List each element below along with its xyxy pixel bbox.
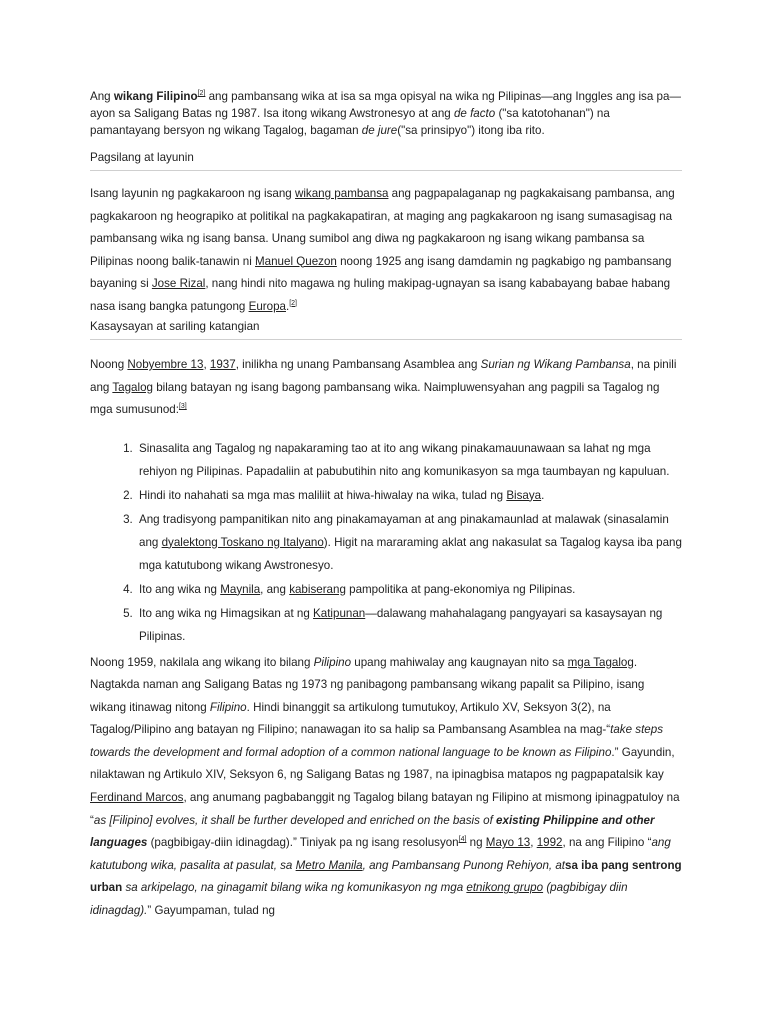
text-run: ). Higit na mararaming aklat ang nakasulat sa Tagalog kaysa iba pang mga katutubong wikang Awstronesyo.	[139, 535, 682, 572]
section-heading-kasaysayan: Kasaysayan at sariling katangian	[90, 319, 682, 340]
italic-term: Filipino	[209, 700, 247, 714]
text-run: Ang tradisyong pampanitikan nito ang pinakamayaman at ang pinakamaunlad at malawak (sinasalamin ang	[139, 512, 669, 549]
text-run: .	[285, 299, 290, 313]
list-item	[136, 484, 682, 507]
text-run: Sinasalita ang Tagalog ng napakaraming tao at ito ang wikang pinakamauunawaan sa lahat ng mga rehiyon ng Pilipinas. Papadaliin at pabubutihin nito ang komunikasyon sa mga taumbayan ng kapuluan.	[139, 441, 670, 478]
text-run: . Hindi binanggit sa artikulong tumutukoy, Artikulo XV, Seksyon 3(2), na Tagalog/Pilipino ang batayan ng Filipino; nanawagan ito sa halip sa Pambansang Asamblea na mag-“	[90, 700, 611, 737]
italic-term: Surian ng Wikang Pambansa	[480, 358, 631, 371]
text-run: upang mahiwalay ang kaugnayan nito sa	[351, 655, 568, 669]
text-run: , na pinili ang	[90, 358, 677, 394]
link-1937[interactable]: 1937	[209, 358, 236, 371]
link-kabiserang[interactable]: kabiserang	[289, 582, 346, 596]
link-wikang-pambansa[interactable]: wikang pambansa	[294, 187, 389, 200]
text-run: ang pambansang wika at isa sa mga opisyal na wika ng Pilipinas—ang Inggles ang isa pa—ayon sa Saligang Batas ng 1987. Isa itong wikang Awstronesyo at ang	[90, 90, 682, 120]
link-tagalog[interactable]: Tagalog	[112, 380, 153, 394]
link-nobyembre-13[interactable]: Nobyembre 13	[127, 358, 204, 371]
text-run: Noong	[90, 358, 128, 371]
text-run: (pagbibigay-diin idinagdag).” Tiniyak pa ng isang resolusyon	[147, 836, 459, 850]
link-dyalektong-toskano[interactable]: dyalektong Toskano ng Italyano	[161, 535, 324, 549]
text-run: Ito ang wika ng	[139, 582, 221, 596]
bold-term: sa iba pang sentrong urban	[90, 858, 682, 895]
italic-quote: ang katutubong wika, pasalita at pasulat, sa	[90, 836, 671, 872]
list-item	[136, 602, 682, 648]
link-metro-manila[interactable]: Metro Manila	[295, 858, 363, 872]
link-europa[interactable]: Europa	[248, 299, 286, 313]
italic-quote: take steps towards the development and formal adoption of a common national language to be known as Filipino	[90, 723, 663, 759]
text-run: Ang	[90, 90, 114, 103]
italic-quote: , ang Pambansang Punong Rehiyon, at	[362, 858, 566, 872]
link-maynila[interactable]: Maynila	[220, 582, 261, 596]
text-run: ang pagpapalaganap ng pagkakaisang pambansa, ang pagkakaroon ng heograpiko at politikal na pagkakapatiran, at maging ang pagkakaroon ng isang sumasagisag na pambansang wika ng isang bansa. Unang sumibol ang diwa ng pagkakaroon ng isang wikang pambansa sa Pilipinas noong balik-tanawin ni	[90, 187, 675, 268]
text-run: . Nagtakda naman ang Saligang Batas ng 1973 ng panibagong pambansang wikang papalit sa Pilipino, isang wikang itinawag nitong	[90, 655, 645, 714]
italic-term: Pilipino	[313, 655, 352, 669]
link-etnikong-grupo[interactable]: etnikong grupo	[466, 881, 544, 895]
text-run: noong 1925 ang isang damdamin ng pagkabigo ng pambansang bayaning si	[90, 254, 672, 290]
text-run: ng	[466, 836, 486, 850]
text-run: , ang	[260, 582, 290, 596]
link-katipunan[interactable]: Katipunan	[313, 606, 366, 620]
text-run: bilang batayan ng isang bagong pambansang wika. Naimpluwensyahan ang pagpili sa Tagalog ng mga sumusunod:	[90, 380, 660, 416]
document-page	[90, 88, 682, 923]
list-item	[136, 508, 682, 577]
text-run: .	[541, 488, 545, 502]
text-run: ("sa katotohanan") na pamantayang bersyon ng wikang Tagalog, bagaman	[90, 107, 610, 137]
text-run: ("sa prinsipyo") itong iba rito.	[397, 124, 545, 137]
footnote-ref-2[interactable]: [2]	[289, 299, 298, 307]
reasons-list	[90, 437, 682, 648]
section-heading-pagsilang: Pagsilang at layunin	[90, 150, 682, 171]
text-run: Ito ang wika ng Himagsikan at ng	[139, 606, 314, 620]
italic-quote: sa arkipelago, na ginagamit bilang wika ng komunikasyon ng mga	[122, 881, 467, 895]
text-run: ,	[530, 836, 537, 850]
italic-term: de facto	[453, 107, 496, 120]
link-bisaya[interactable]: Bisaya	[506, 488, 542, 502]
italic-term: de jure	[361, 124, 398, 137]
text-run: , inilikha ng unang Pambansang Asamblea ang	[235, 358, 481, 371]
section2-paragraph-2	[90, 652, 682, 923]
link-1992[interactable]: 1992	[536, 836, 563, 850]
link-mga-tagalog[interactable]: mga Tagalog	[567, 655, 634, 669]
bold-term: wikang Filipino	[113, 90, 198, 103]
text-run: , nang hindi nito magawa ng huling makipag-ugnayan sa isang kababayang babae habang nasa isang bangka patungong	[90, 277, 671, 313]
text-run: —dalawang mahahalagang pangyayari sa kasaysayan ng Pilipinas.	[139, 606, 663, 643]
text-run: Hindi ito nahahati sa mga mas maliliit at hiwa-hiwalay na wika, tulad ng	[139, 488, 507, 502]
footnote-ref-4[interactable]: [4]	[458, 836, 467, 844]
section1-paragraph	[90, 183, 682, 318]
text-run: as [Filipino] evolves, it shall be further developed and enriched on the basis of	[93, 813, 497, 827]
section2-paragraph-1	[90, 354, 682, 422]
text-run: pampolitika at pang-ekonomiya ng Pilipinas.	[345, 582, 576, 596]
link-mayo-13[interactable]: Mayo 13	[485, 836, 531, 850]
intro-paragraph	[90, 88, 682, 139]
text-run: , ang anumang pagbabanggit ng Tagalog bilang batayan ng Filipino at mismong ipinagpatuloy na “	[90, 791, 680, 827]
link-ferdinand-marcos[interactable]: Ferdinand Marcos	[90, 791, 184, 805]
text-run: , na ang Filipino “	[562, 836, 652, 850]
footnote-ref-3[interactable]: [3]	[178, 403, 187, 410]
text-run: Isang layunin ng pagkakaroon ng isang	[90, 187, 295, 200]
text-run: .” Gayundin, nilaktawan ng Artikulo XIV, Seksyon 6, ng Saligang Batas ng 1987, na ipinagbisa matapos ng pagpapatalsik kay	[90, 745, 675, 782]
link-jose-rizal[interactable]: Jose Rizal	[151, 277, 206, 290]
link-manuel-quezon[interactable]: Manuel Quezon	[255, 254, 337, 268]
bold-term: existing Philippine and other languages	[90, 813, 655, 850]
list-item	[136, 578, 682, 601]
italic-quote: (pagbibigay diin idinagdag).	[90, 881, 628, 918]
footnote-ref-2[interactable]: [2]	[197, 90, 206, 97]
list-item	[136, 437, 682, 483]
text-run: ” Gayumpaman, tulad ng	[147, 904, 275, 918]
text-run: Noong 1959, nakilala ang wikang ito bilang	[90, 655, 314, 669]
text-run: ,	[203, 358, 210, 371]
